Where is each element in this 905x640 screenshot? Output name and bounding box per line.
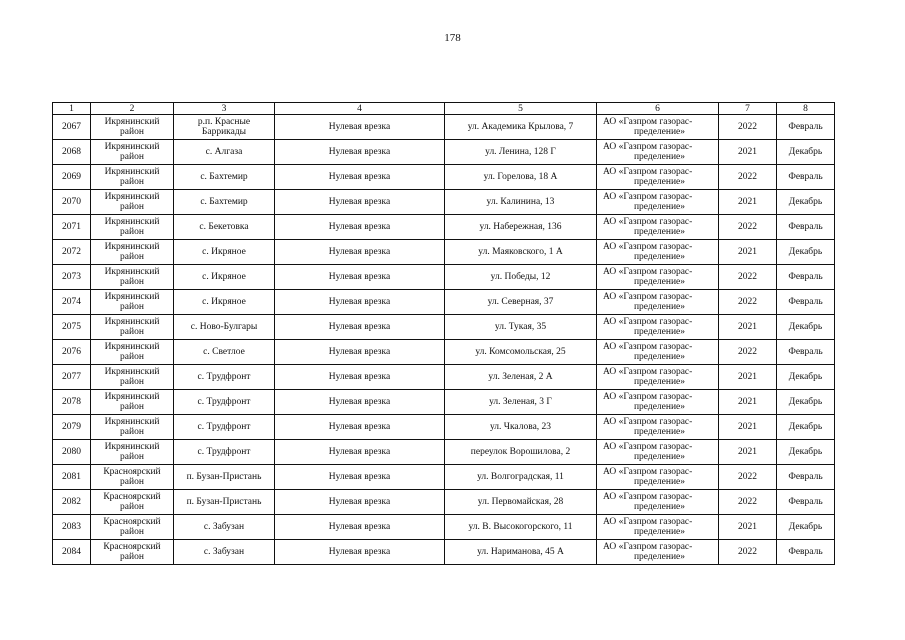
month-cell: Декабрь (777, 240, 835, 265)
year-cell: 2021 (719, 315, 777, 340)
organization-line-2: пределение» (633, 277, 686, 287)
organization-cell (597, 315, 719, 340)
month-cell: Февраль (777, 265, 835, 290)
table-row (53, 190, 835, 215)
row-number-cell: 2075 (53, 315, 91, 340)
organization-line-1: АО «Газпром газорас- (603, 316, 693, 327)
organization-line-1: АО «Газпром газорас- (603, 216, 693, 227)
row-number-cell: 2080 (53, 440, 91, 465)
settlement-cell: п. Бузан-Пристань (174, 490, 275, 515)
column-number: 3 (174, 103, 275, 115)
district-cell: Икрянинский район (91, 315, 174, 340)
month-cell: Февраль (777, 290, 835, 315)
table-row (53, 265, 835, 290)
work-type-cell: Нулевая врезка (275, 215, 445, 240)
settlement-cell: р.п. Красные Баррикады (174, 115, 275, 140)
organization-cell (597, 390, 719, 415)
organization-cell (597, 115, 719, 140)
year-cell: 2021 (719, 415, 777, 440)
month-cell: Декабрь (777, 515, 835, 540)
organization-line-1: АО «Газпром газорас- (603, 166, 693, 177)
settlement-cell: п. Бузан-Пристань (174, 465, 275, 490)
year-cell: 2022 (719, 165, 777, 190)
district-cell: Икрянинский район (91, 415, 174, 440)
month-cell: Декабрь (777, 190, 835, 215)
organization-line-2: пределение» (633, 502, 686, 512)
work-type-cell: Нулевая врезка (275, 465, 445, 490)
settlement-cell: с. Забузан (174, 540, 275, 565)
work-type-cell: Нулевая врезка (275, 515, 445, 540)
work-type-cell: Нулевая врезка (275, 140, 445, 165)
row-number-cell: 2078 (53, 390, 91, 415)
row-number-cell: 2077 (53, 365, 91, 390)
settlement-cell: с. Светлое (174, 340, 275, 365)
year-cell: 2021 (719, 190, 777, 215)
column-number: 4 (275, 103, 445, 115)
table-row (53, 115, 835, 140)
table-row (53, 215, 835, 240)
district-cell: Икрянинский район (91, 140, 174, 165)
year-cell: 2021 (719, 515, 777, 540)
month-cell: Декабрь (777, 140, 835, 165)
address-cell: ул. Северная, 37 (445, 290, 597, 315)
work-type-cell: Нулевая врезка (275, 265, 445, 290)
table-row (53, 390, 835, 415)
work-type-cell: Нулевая врезка (275, 290, 445, 315)
column-number: 8 (777, 103, 835, 115)
column-number: 5 (445, 103, 597, 115)
organization-line-2: пределение» (633, 377, 686, 387)
district-cell: Красноярский район (91, 540, 174, 565)
organization-cell (597, 365, 719, 390)
address-cell: ул. Нариманова, 45 А (445, 540, 597, 565)
month-cell: Февраль (777, 340, 835, 365)
district-cell: Икрянинский район (91, 190, 174, 215)
month-cell: Февраль (777, 115, 835, 140)
district-cell: Икрянинский район (91, 115, 174, 140)
settlement-cell: с. Трудфронт (174, 390, 275, 415)
address-cell: ул. Тукая, 35 (445, 315, 597, 340)
organization-line-1: АО «Газпром газорас- (603, 516, 693, 527)
month-cell: Февраль (777, 540, 835, 565)
organization-line-2: пределение» (633, 352, 686, 362)
work-type-cell: Нулевая врезка (275, 390, 445, 415)
organization-cell (597, 415, 719, 440)
organization-line-2: пределение» (633, 227, 686, 237)
address-cell: ул. Академика Крылова, 7 (445, 115, 597, 140)
district-cell: Икрянинский район (91, 240, 174, 265)
organization-cell (597, 515, 719, 540)
work-type-cell: Нулевая врезка (275, 240, 445, 265)
organization-line-2: пределение» (633, 527, 686, 537)
address-cell: ул. Калинина, 13 (445, 190, 597, 215)
address-cell: ул. Чкалова, 23 (445, 415, 597, 440)
organization-line-1: АО «Газпром газорас- (603, 541, 693, 552)
organization-line-1: АО «Газпром газорас- (603, 466, 693, 477)
address-cell: ул. Зеленая, 2 А (445, 365, 597, 390)
column-number: 1 (53, 103, 91, 115)
organization-cell (597, 440, 719, 465)
year-cell: 2022 (719, 265, 777, 290)
organization-line-2: пределение» (633, 427, 686, 437)
organization-line-2: пределение» (633, 302, 686, 312)
year-cell: 2021 (719, 140, 777, 165)
work-type-cell: Нулевая врезка (275, 190, 445, 215)
organization-cell (597, 540, 719, 565)
organization-line-2: пределение» (633, 327, 686, 337)
table-row (53, 465, 835, 490)
row-number-cell: 2084 (53, 540, 91, 565)
settlement-cell: с. Бахтемир (174, 165, 275, 190)
organization-cell (597, 265, 719, 290)
settlement-cell: с. Икряное (174, 290, 275, 315)
organization-line-2: пределение» (633, 202, 686, 212)
district-cell: Икрянинский район (91, 440, 174, 465)
table-row (53, 140, 835, 165)
work-type-cell: Нулевая врезка (275, 315, 445, 340)
settlement-cell: с. Икряное (174, 240, 275, 265)
month-cell: Декабрь (777, 440, 835, 465)
month-cell: Февраль (777, 215, 835, 240)
settlement-cell: с. Бахтемир (174, 190, 275, 215)
row-number-cell: 2071 (53, 215, 91, 240)
organization-line-2: пределение» (633, 452, 686, 462)
organization-line-1: АО «Газпром газорас- (603, 416, 693, 427)
organization-line-1: АО «Газпром газорас- (603, 291, 693, 302)
settlement-cell: с. Икряное (174, 265, 275, 290)
row-number-cell: 2073 (53, 265, 91, 290)
work-type-cell: Нулевая врезка (275, 540, 445, 565)
table-row (53, 290, 835, 315)
work-type-cell: Нулевая врезка (275, 415, 445, 440)
address-cell: ул. Комсомольская, 25 (445, 340, 597, 365)
column-number: 7 (719, 103, 777, 115)
district-cell: Красноярский район (91, 465, 174, 490)
year-cell: 2022 (719, 215, 777, 240)
work-type-cell: Нулевая врезка (275, 115, 445, 140)
address-cell: ул. Ленина, 128 Г (445, 140, 597, 165)
organization-cell (597, 140, 719, 165)
year-cell: 2022 (719, 540, 777, 565)
row-number-cell: 2067 (53, 115, 91, 140)
address-cell: ул. Победы, 12 (445, 265, 597, 290)
work-type-cell: Нулевая врезка (275, 165, 445, 190)
work-type-cell: Нулевая врезка (275, 365, 445, 390)
year-cell: 2021 (719, 240, 777, 265)
year-cell: 2022 (719, 115, 777, 140)
work-type-cell: Нулевая врезка (275, 440, 445, 465)
address-cell: ул. Горелова, 18 А (445, 165, 597, 190)
organization-cell (597, 290, 719, 315)
organization-line-2: пределение» (633, 477, 686, 487)
organization-line-2: пределение» (633, 127, 686, 137)
organization-line-1: АО «Газпром газорас- (603, 141, 693, 152)
table-row (53, 440, 835, 465)
organization-cell (597, 490, 719, 515)
work-type-cell: Нулевая врезка (275, 490, 445, 515)
organization-line-1: АО «Газпром газорас- (603, 116, 693, 127)
district-cell: Красноярский район (91, 490, 174, 515)
settlement-cell: с. Трудфронт (174, 440, 275, 465)
district-cell: Икрянинский район (91, 265, 174, 290)
district-cell: Икрянинский район (91, 340, 174, 365)
district-cell: Икрянинский район (91, 290, 174, 315)
address-cell: ул. Маяковского, 1 А (445, 240, 597, 265)
table-row (53, 365, 835, 390)
column-number-row (53, 103, 835, 115)
table-row (53, 340, 835, 365)
organization-cell (597, 340, 719, 365)
organization-cell (597, 240, 719, 265)
settlement-cell: с. Ново-Булгары (174, 315, 275, 340)
table-row (53, 315, 835, 340)
year-cell: 2022 (719, 340, 777, 365)
organization-line-1: АО «Газпром газорас- (603, 266, 693, 277)
table-row (53, 540, 835, 565)
organization-line-2: пределение» (633, 552, 686, 562)
address-cell: переулок Ворошилова, 2 (445, 440, 597, 465)
address-cell: ул. Зеленая, 3 Г (445, 390, 597, 415)
settlement-cell: с. Алгаза (174, 140, 275, 165)
organization-line-1: АО «Газпром газорас- (603, 391, 693, 402)
settlement-cell: с. Трудфронт (174, 415, 275, 440)
organization-line-1: АО «Газпром газорас- (603, 491, 693, 502)
address-cell: ул. Волгоградская, 11 (445, 465, 597, 490)
table-body (53, 103, 835, 565)
row-number-cell: 2068 (53, 140, 91, 165)
district-cell: Икрянинский район (91, 215, 174, 240)
table-row (53, 490, 835, 515)
month-cell: Декабрь (777, 365, 835, 390)
organization-line-2: пределение» (633, 402, 686, 412)
district-cell: Икрянинский район (91, 165, 174, 190)
year-cell: 2021 (719, 390, 777, 415)
row-number-cell: 2069 (53, 165, 91, 190)
organization-line-2: пределение» (633, 252, 686, 262)
settlement-cell: с. Бекетовка (174, 215, 275, 240)
address-cell: ул. Набережная, 136 (445, 215, 597, 240)
row-number-cell: 2074 (53, 290, 91, 315)
district-cell: Икрянинский район (91, 365, 174, 390)
year-cell: 2021 (719, 440, 777, 465)
year-cell: 2022 (719, 490, 777, 515)
year-cell: 2022 (719, 290, 777, 315)
row-number-cell: 2082 (53, 490, 91, 515)
table-row (53, 240, 835, 265)
organization-cell (597, 465, 719, 490)
organization-cell (597, 165, 719, 190)
organization-line-1: АО «Газпром газорас- (603, 341, 693, 352)
organization-line-1: АО «Газпром газорас- (603, 366, 693, 377)
column-number: 6 (597, 103, 719, 115)
row-number-cell: 2076 (53, 340, 91, 365)
row-number-cell: 2072 (53, 240, 91, 265)
table-row (53, 415, 835, 440)
month-cell: Февраль (777, 165, 835, 190)
organization-line-1: АО «Газпром газорас- (603, 191, 693, 202)
row-number-cell: 2083 (53, 515, 91, 540)
table-row (53, 515, 835, 540)
settlement-cell: с. Трудфронт (174, 365, 275, 390)
month-cell: Декабрь (777, 315, 835, 340)
month-cell: Февраль (777, 465, 835, 490)
district-cell: Красноярский район (91, 515, 174, 540)
row-number-cell: 2081 (53, 465, 91, 490)
address-cell: ул. Первомайская, 28 (445, 490, 597, 515)
address-cell: ул. В. Высокогорского, 11 (445, 515, 597, 540)
year-cell: 2022 (719, 465, 777, 490)
organization-line-2: пределение» (633, 152, 686, 162)
organization-line-1: АО «Газпром газорас- (603, 441, 693, 452)
row-number-cell: 2070 (53, 190, 91, 215)
organization-cell (597, 190, 719, 215)
gas-connection-table (52, 102, 835, 565)
month-cell: Декабрь (777, 390, 835, 415)
table-row (53, 165, 835, 190)
district-cell: Икрянинский район (91, 390, 174, 415)
page-number: 178 (444, 32, 461, 44)
organization-line-2: пределение» (633, 177, 686, 187)
settlement-cell: с. Забузан (174, 515, 275, 540)
month-cell: Декабрь (777, 415, 835, 440)
work-type-cell: Нулевая врезка (275, 340, 445, 365)
year-cell: 2021 (719, 365, 777, 390)
organization-cell (597, 215, 719, 240)
row-number-cell: 2079 (53, 415, 91, 440)
month-cell: Февраль (777, 490, 835, 515)
column-number: 2 (91, 103, 174, 115)
organization-line-1: АО «Газпром газорас- (603, 241, 693, 252)
